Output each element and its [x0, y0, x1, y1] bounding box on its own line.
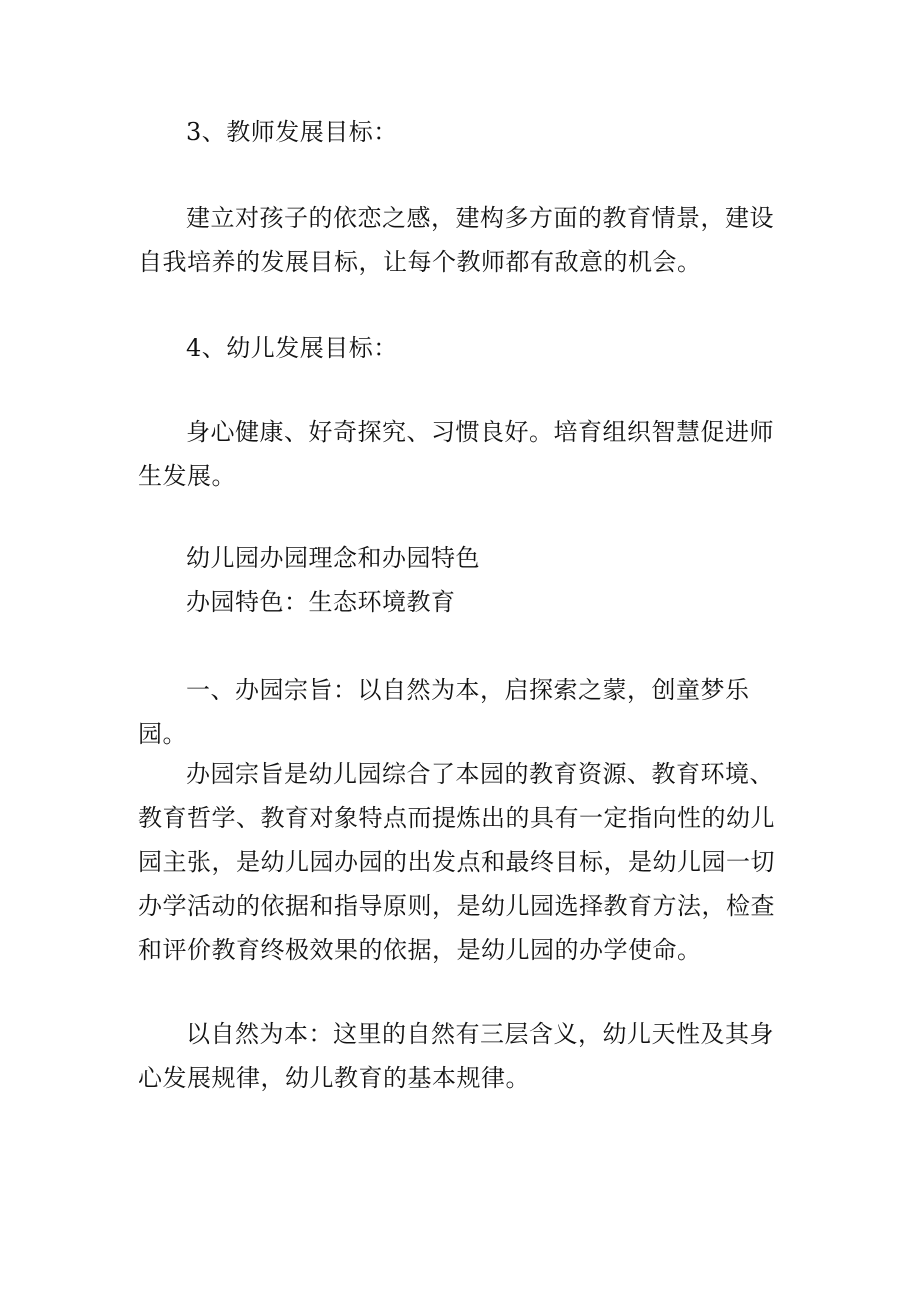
section-title: 幼儿园办园理念和办园特色	[186, 544, 480, 572]
feature-line: 办园特色：生态环境教育	[186, 588, 456, 616]
purpose-heading: 一、办园宗旨：以自然为本，启探索之蒙，创童梦乐园。	[138, 676, 750, 748]
purpose-text: 办园宗旨是幼儿园综合了本园的教育资源、教育环境、教育哲学、教育对象特点而提炼出的具有一定指向性的幼儿园主张，是幼儿园办园的出发点和最终目标，是幼儿园一切办学活动的依据和指导原则，是幼儿园选择教育方法，检查和评价教育终极效果的依据，是幼儿园的办学使命。	[138, 760, 775, 964]
child-goal-text: 身心健康、好奇探究、习惯良好。培育组织智慧促进师生发展。	[138, 418, 774, 490]
teacher-goal-text: 建立对孩子的依恋之感，建构多方面的教育情景，建设自我培养的发展目标，让每个教师都有敌意的机会。	[138, 204, 774, 276]
nature-text: 以自然为本：这里的自然有三层含义，幼儿天性及其身心发展规律，幼儿教育的基本规律。	[138, 1020, 774, 1092]
teacher-goal-heading: 3、教师发展目标：	[186, 118, 398, 146]
child-goal-heading: 4、幼儿发展目标：	[186, 334, 398, 362]
